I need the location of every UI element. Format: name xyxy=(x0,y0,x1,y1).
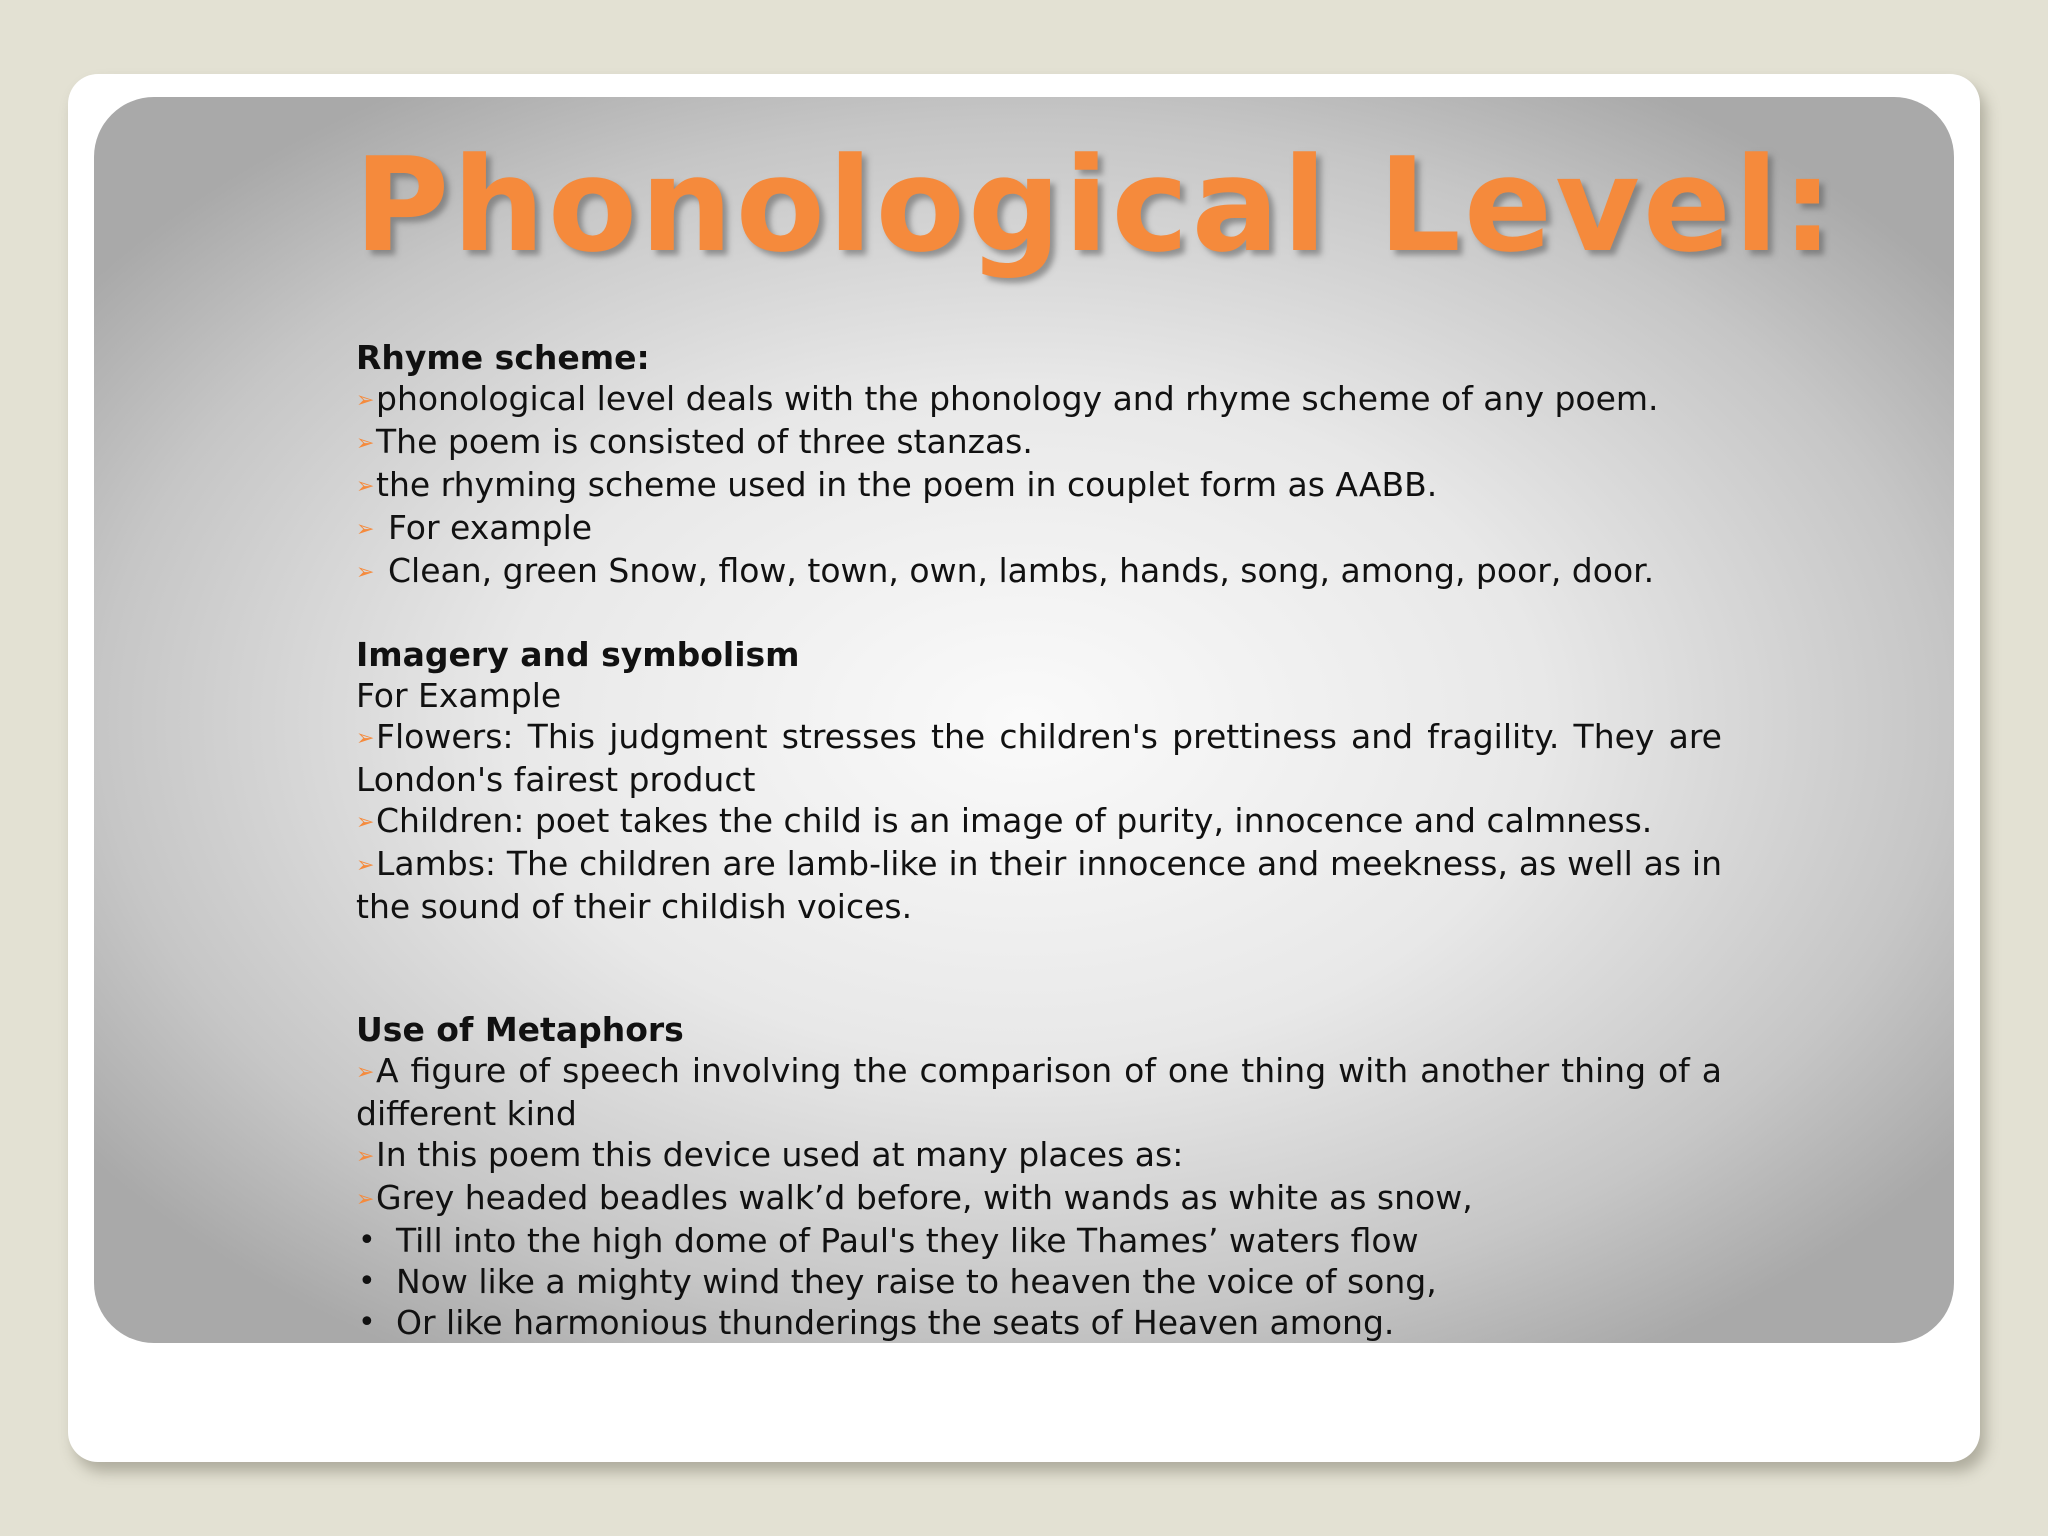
metaphor-item-text: A figure of speech involving the comparison of one thing with another thing of a different kind xyxy=(356,1051,1722,1133)
rhyme-item-text: The poem is consisted of three stanzas. xyxy=(376,422,1033,461)
metaphor-bullet xyxy=(356,1261,1722,1302)
imagery-item xyxy=(356,800,1722,843)
arrow-bullet-icon: ➢ xyxy=(356,1187,375,1212)
metaphor-bullet-text: Till into the high dome of Paul's they like Thames’ waters flow xyxy=(396,1221,1419,1260)
rhyme-item xyxy=(356,507,1722,550)
metaphor-item xyxy=(356,1177,1722,1220)
dot-bullet-icon: • xyxy=(358,1264,376,1299)
imagery-heading: Imagery and symbolism xyxy=(356,635,800,674)
arrow-bullet-icon: ➢ xyxy=(356,853,375,878)
arrow-bullet-icon: ➢ xyxy=(356,1144,375,1169)
arrow-bullet-icon: ➢ xyxy=(356,388,375,413)
arrow-bullet-icon: ➢ xyxy=(356,474,375,499)
imagery-item xyxy=(356,843,1722,927)
metaphor-bullet-text: Or like harmonious thunderings the seats of Heaven among. xyxy=(396,1303,1395,1342)
slide-title: Phonological Level: xyxy=(354,129,1837,281)
metaphor-bullet xyxy=(356,1220,1722,1261)
dot-bullet-icon: • xyxy=(358,1223,376,1258)
arrow-bullet-icon: ➢ xyxy=(356,810,375,835)
dot-bullet-icon: • xyxy=(358,1305,376,1340)
imagery-item-text: Lambs: The children are lamb-like in their innocence and meekness, as well as in the sound of their childish voices. xyxy=(356,844,1722,926)
imagery-item-text: Flowers: This judgment stresses the children's prettiness and fragility. They are London's fairest product xyxy=(356,717,1722,799)
rhyme-scheme-heading: Rhyme scheme: xyxy=(356,338,650,377)
slide-body xyxy=(356,337,1722,1343)
rhyme-item xyxy=(356,550,1722,593)
rhyme-item-text: the rhyming scheme used in the poem in couplet form as AABB. xyxy=(376,465,1438,504)
section-spacer xyxy=(356,927,1722,1009)
rhyme-item-text: Clean, green Snow, flow, town, own, lambs, hands, song, among, poor, door. xyxy=(388,551,1655,590)
section-spacer xyxy=(356,593,1722,634)
metaphor-item-text: Grey headed beadles walk’d before, with wands as white as snow, xyxy=(376,1178,1473,1217)
arrow-bullet-icon: ➢ xyxy=(356,431,375,456)
imagery-item-text: Children: poet takes the child is an image of purity, innocence and calmness. xyxy=(376,801,1653,840)
metaphor-item xyxy=(356,1134,1722,1177)
metaphor-bullet xyxy=(356,1302,1722,1343)
rhyme-item xyxy=(356,378,1722,421)
rhyme-item-text: For example xyxy=(388,508,593,547)
content-panel xyxy=(94,97,1954,1343)
arrow-bullet-icon: ➢ xyxy=(356,517,375,542)
arrow-bullet-icon: ➢ xyxy=(356,1060,375,1085)
rhyme-item xyxy=(356,464,1722,507)
metaphors-heading: Use of Metaphors xyxy=(356,1010,684,1049)
arrow-bullet-icon: ➢ xyxy=(356,726,375,751)
metaphor-item-text: In this poem this device used at many places as: xyxy=(376,1135,1184,1174)
metaphor-bullet-text: Now like a mighty wind they raise to heaven the voice of song, xyxy=(396,1262,1437,1301)
metaphor-item xyxy=(356,1050,1722,1134)
rhyme-item xyxy=(356,421,1722,464)
arrow-bullet-icon: ➢ xyxy=(356,560,375,585)
rhyme-item-text: phonological level deals with the phonology and rhyme scheme of any poem. xyxy=(376,379,1659,418)
imagery-intro: For Example xyxy=(356,676,562,715)
imagery-item xyxy=(356,716,1722,800)
